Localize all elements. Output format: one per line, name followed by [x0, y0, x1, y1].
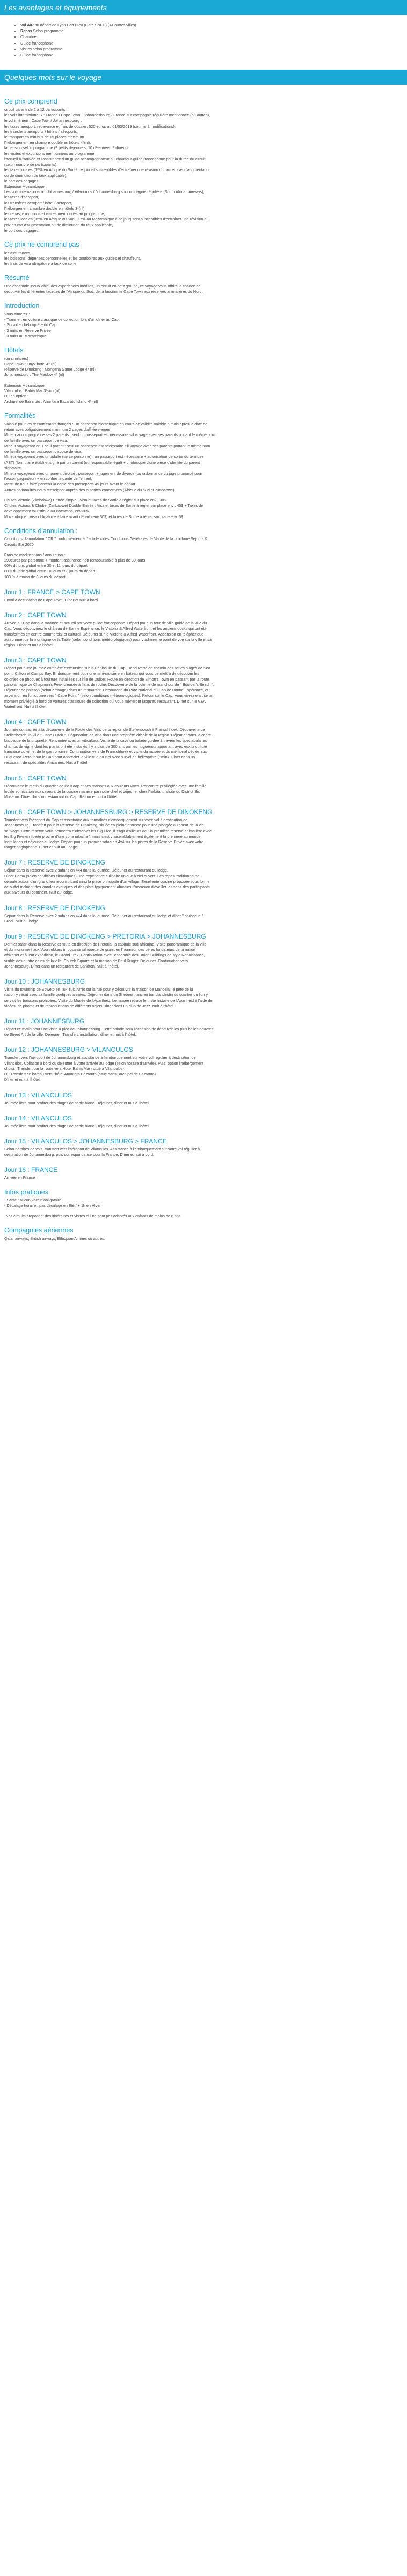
text-line: les assurances,	[4, 250, 31, 255]
text-line: l'hébergement en chambre double en hôtels 4*(nl),	[4, 140, 91, 145]
price-excludes-text	[4, 250, 403, 267]
text-line: française du vin et de la gastronomie. Continuation vers de Franschhoek et visite du musée et du mémorial dédiés aux	[4, 749, 207, 754]
text-line: aux saveurs du continent. Nuit au lodge.	[4, 890, 74, 895]
text-line: circuit garanti de 2 à 12 participants,	[4, 107, 67, 112]
text-line: transformés en centre commercial et culturel. Déjeuner sur le Victoria & Alfred Waterfront. Ascension en téléphérique	[4, 631, 204, 637]
text-line: de famille avec un passeport disposé de visa.	[4, 449, 83, 454]
text-line: les repas, excursions et visites mentionnés au programme,	[4, 211, 105, 217]
blank-line	[4, 1209, 403, 1214]
day-heading: Jour 10 : JOHANNESBURG	[4, 978, 85, 986]
text-line: 290euros par personne + montant assurance non remboursable à plus de 30 jours	[4, 558, 146, 563]
text-line: Dîner et nuit à l'hôtel.	[4, 1077, 41, 1082]
day-heading: Jour 4 : CAPE TOWN	[4, 718, 67, 726]
text-line: Les vols internationaux : Johannesburg / Vilanculos / Johannesburg sur compagnie régulière (South African Airways),	[4, 189, 205, 195]
text-line: Séjour dans la Réserve avec 2 safaris en 4x4 dans la journée. Déjeuner au restaurant du lodge et dîner " barbecue "	[4, 913, 204, 918]
text-line: Stellenbosch, la ville " Cape Dutch ". Dégustation de vins dans une propriété viticole de la région. Déjeuner dans le cadre	[4, 733, 212, 738]
day-heading: Jour 15 : VILANCULOS > JOHANNESBURG > FRANCE	[4, 1137, 167, 1145]
blank-line	[4, 548, 403, 552]
text-line: les frais de visa obligatoire à taux de sorte	[4, 261, 77, 267]
advantage-item-text: Guide francophone	[20, 53, 54, 58]
text-line: servait les boissons prohibées. Visite du Musée de l'Apartheid. Le musée retrace le triste histoire de l'Apartheid à l'aide de	[4, 998, 213, 1003]
text-line: et du monument aux Voortrekkers imposante silhouette de granit en l'honneur des pères fondateurs de la nation	[4, 947, 195, 953]
advantage-item	[20, 23, 407, 28]
text-line: Merci de nous faire parvenir la copie des passeports 45 jours avant le départ	[4, 482, 135, 487]
text-line: colonies de phoques à fourrure installées sur l'île de Duiker. Route en direction de Simon's Town en passant par la route	[4, 676, 209, 682]
text-line: de Street Art de la ville. Déjeuner. Transfert, installation, dîner et nuit à l'hôtel.	[4, 1032, 136, 1037]
day-heading: Jour 9 : RESERVE DE DINOKENG > PRETORIA > JOHANNESBURG	[4, 933, 206, 940]
day-description	[4, 666, 403, 710]
day-description	[4, 913, 403, 924]
day-description	[4, 1055, 403, 1082]
day-heading: Jour 14 : VILANCULOS	[4, 1114, 72, 1122]
day-heading: Jour 2 : CAPE TOWN	[4, 611, 67, 619]
text-line: Museum. Dîner dans un restaurant du Cap. Retour et nuit à l'hôtel.	[4, 794, 118, 799]
text-line: Mineur voyageant en 1 seul parent : seul un passeport est nécessaire s'il voyage avec ses parents portant le même nom	[4, 443, 210, 448]
cancellation-text	[4, 536, 403, 580]
text-line: Circuits Eté 2020	[4, 542, 34, 547]
text-line: - Décalage horaire : pas décalage en Eté / + 1h en Hiver	[4, 1203, 101, 1208]
text-line: les taxes d'aéroport,	[4, 195, 39, 200]
advantage-item	[20, 53, 407, 58]
text-line: Découverte le matin du quartier de Bo Kaap et ses maisons aux couleurs vives. Rencontre privilégiée avec une famille	[4, 783, 207, 788]
text-line: Johannesburg. Transfert pour la Réserve de Dinokeng, située en pleine brousse pour une plongée au coeur de la vie	[4, 823, 204, 828]
text-line: Cape Town : Onyx hotel 4* (nl)	[4, 361, 57, 366]
text-line: les transferts aéroports / hôtels / aéroports,	[4, 129, 78, 134]
day-heading: Jour 5 : CAPE TOWN	[4, 774, 67, 782]
text-line: signataire.	[4, 465, 23, 470]
text-line: le port des bagages.	[4, 227, 40, 233]
summary-heading: Résumé	[4, 274, 30, 282]
text-line: 100 % à moins de 3 jours du départ	[4, 574, 66, 579]
text-line: Une escapade inoubliable, des expériences inédites, un circuit en petit groupe, ce voyage vous offrira la chance de	[4, 283, 201, 289]
advantage-item-text: au départ de Lyon Part Dieu (Gare SNCF) (+4 autres villes)	[33, 23, 136, 27]
text-line: l'accueil à l'arrivée et l'assistance d'un guide accompagnateur ou chauffeur-guide francophone pour la durée du circuit	[4, 156, 206, 161]
text-line: vidéos, de photos et de reproductions de différents objets Dîner dans un club de Jazz. Nuit à l'hôtel.	[4, 1003, 175, 1008]
day-heading: Jour 16 : FRANCE	[4, 1166, 58, 1174]
text-line: Extension Mozambique	[4, 382, 45, 388]
text-line: la pension selon programme (9 petits déjeuners, 10 déjeuners, 9 dîners),	[4, 145, 129, 151]
text-line: Waterfront. Nuit à l'hôtel.	[4, 704, 47, 709]
advantage-item	[20, 34, 407, 40]
day-description	[4, 942, 403, 969]
day-description	[4, 868, 403, 895]
formalities-text	[4, 422, 403, 520]
day-description	[4, 621, 403, 648]
text-line: Déjeuner de poisson (selon arrivage) dans un restaurant. Découverte du Parc National du Cap de Bonne Espérance, et	[4, 688, 208, 693]
text-line: Ou Transfert en bateau vers l'hôtel Anantara Bazaruto (situé dans l'archipel de Bazaruto)	[4, 1072, 156, 1077]
text-line: les taxes aéroport, redevance et frais de dossier: 520 euros au 01/03/2019 (soumis à modifications),	[4, 123, 176, 129]
introduction-text	[4, 312, 403, 339]
text-line: visible des quatre coins de la ville, Church Square et la maison de Paul Kruger. Déjeuner. Continuation vers	[4, 958, 188, 963]
text-line: Valable pour les ressortissants français : Un passeport biométrique en cours de validité valable 6 mois après la date de	[4, 422, 208, 427]
text-line: l'accompagnateur) + en confier la garde de l'enfant.	[4, 476, 92, 482]
day-heading: Jour 6 : CAPE TOWN > JOHANNESBURG > RESERVE DE DINOKENG	[4, 808, 213, 816]
price-includes-heading: Ce prix comprend	[4, 98, 57, 106]
text-line: les transferts aéroport / hôtel / aéroport,	[4, 200, 72, 205]
trip-words-title: Quelques mots sur le voyage	[4, 73, 102, 82]
text-line: Qatar airways, British airways, Ethiopian Airlines ou autres.	[4, 1236, 105, 1241]
practical-info-heading: Infos pratiques	[4, 1188, 48, 1196]
text-line: Ou en option :	[4, 393, 29, 398]
text-line: Mineur accompagné de ses 2 parents : seul un passeport est nécessaire s'il voyage avec ses parents portant le même nom	[4, 432, 215, 438]
text-line: - Survol en hélicoptère du Cap	[4, 322, 57, 328]
text-line: Frais de modifications / annulation :	[4, 552, 66, 557]
text-line: de buffet incluant des viandes exotiques et des plats typiquement africains. l'occasion d'éveiller les sens des participants	[4, 884, 210, 890]
airlines-heading: Compagnies aériennes	[4, 1226, 74, 1234]
text-line: Arrivée au Cap dans la matinée et accueil par votre guide francophone. Départ pour un tour de ville guidé de la ville du	[4, 621, 207, 626]
text-line: - 3 nuits en Réserve Privée	[4, 328, 51, 333]
text-line: Vilanculos : Bahia Mar 3*sup (nl)	[4, 388, 61, 393]
text-line: Visite du township de Soweto en Tuk Tuk. Arrêt sur la rue pour y découvrir la maison de Mandela, le père de la	[4, 987, 193, 992]
text-line: le vol intérieur : Cape Town/ Johannesbourg ,	[4, 118, 82, 123]
text-line: Conditions d'annulation " CR " conformément à l' article 4 des Conditions Générales de Vente de la brochure Séjours &	[4, 536, 208, 542]
advantage-item-bold: Repas	[20, 28, 32, 34]
text-line: les boissons, dépenses personnelles et les pourboires aux guides et chauffeurs.	[4, 255, 141, 261]
text-line: Braai. Nuit au lodge.	[4, 918, 40, 924]
text-line: ascension en funiculaire vers " Cape Point " (selon conditions météorologiques). Retour sur le Cap. Vous vivrez ensuite un	[4, 693, 214, 698]
text-line: Transfert vers l'aéroport de Johannesburg et assistance à l'embarquement sur votre vol régulier à destination de	[4, 1055, 196, 1060]
text-line: - Santé : aucun vaccin obligatoire	[4, 1198, 62, 1203]
day-heading: Jour 12 : JOHANNESBURG > VILANCULOS	[4, 1046, 133, 1054]
text-line: champs de vigne dont les plants ont été installés il y a plus de 300 ans par les huguenots apportant avec eux la culture	[4, 743, 207, 749]
text-line: les visites et excursions mentionnées au programme,	[4, 151, 96, 156]
introduction-heading: Introduction	[4, 302, 40, 310]
text-line: ou de diminution du taux applicable),	[4, 173, 68, 178]
day-description	[4, 597, 403, 603]
text-line: Archipel de Bazaruto : Anantara Bazaruto Island 4* (nl)	[4, 399, 98, 404]
advantages-title: Les avantages et équipements	[4, 3, 107, 12]
text-line: de famille avec un passeport de visa.	[4, 438, 68, 443]
text-line: afrikaner et à leur expédition, le Grand Trek. Continuation avec l'ensemble des Union Buildings de style Renaissance,	[4, 953, 205, 958]
day-description	[4, 727, 403, 766]
day-description	[4, 1175, 403, 1180]
text-line: Johannesburg. Dîner dans un restaurant de Sandton. Nuit à l'hôtel.	[4, 963, 119, 969]
text-line: 60% du prix global entre 30 et 11 jours du départ	[4, 563, 88, 569]
text-line: Mineur voyageant avec un parent divorcé : passeport + jugement de divorce (ou ordonnance du juge prononcé pour	[4, 471, 202, 476]
text-line: Cap. Vous découvrirez le château de Bonne Espérance, le Victoria & Alfred Waterfront et les anciens docks qui ont été	[4, 626, 207, 631]
advantage-item-text: Visites selon programme	[20, 46, 63, 51]
text-line: (ou similaires)	[4, 356, 28, 361]
advantage-item	[20, 28, 407, 34]
text-line: - 3 nuits au Mozambique	[4, 333, 47, 338]
day-heading: Jour 3 : CAPE TOWN	[4, 656, 67, 665]
text-line: ranger anglophone. Dîner et nuit au Lodge.	[4, 845, 78, 850]
text-line: Séjour dans la Réserve avec 2 safaris en 4x4 dans la journée. Déjeuner au restaurant du lodge.	[4, 868, 168, 873]
text-line: Dernier safari dans la Réserve et route en direction de Pretoria, la capitale sud-africaine. Visite panoramique de la ville	[4, 942, 207, 947]
advantages-banner	[0, 0, 407, 15]
text-line: bucolique de la propriété. Rencontre avec un viticulteur. Visite de la cave ou balade guidée à travers les spectaculaires	[4, 738, 207, 743]
price-excludes-heading: Ce prix ne comprend pas	[4, 240, 79, 248]
cancellation-heading: Conditions d'annulation :	[4, 527, 78, 535]
text-line: les taxes locales (15% en Afrique du Sud à ce jour et susceptibles d'entraîner une révision du prix en cas d'augmentation	[4, 167, 211, 173]
advantage-item	[20, 47, 407, 52]
text-line: découvrir les différentes facettes de l'Afrique du Sud, de la fascinante Cape Town aux réserves animalières du Nord.	[4, 289, 203, 294]
text-line: (selon nombre de participants),	[4, 162, 58, 167]
day-heading: Jour 7 : RESERVE DE DINOKENG	[4, 859, 105, 867]
text-line: Mozambique : Visa obligatoire à faire avant départ (env 30$) et taxes de Sortie à régler sur place env. 6$	[4, 514, 183, 519]
text-line: développement touristique au Botswana, env.30$	[4, 508, 89, 514]
text-line: Transfert vers l'aéroport du Cap et assistance aux formalités d'embarquement sur votre vol à destination de	[4, 817, 188, 823]
day-description	[4, 1147, 403, 1157]
trip-description	[0, 85, 407, 1263]
text-line: Huguenot. Retour sur le Cap pour apprécier la ville vue du ciel avec survol en hélicoptère (8min). Dîner dans un	[4, 755, 195, 760]
day-description	[4, 1124, 403, 1129]
advantage-item-text: Guide francophone	[20, 40, 54, 46]
practical-info-text	[4, 1198, 403, 1219]
text-line: Johannesburg : The Maslow 4* (nl)	[4, 372, 64, 378]
text-line: région. Dîner et nuit à l'hôtel.	[4, 643, 54, 647]
text-line: restaurant de spécialités Africaines. Nuit à l'hôtel.	[4, 760, 89, 765]
day-heading: Jour 11 : JOHANNESBURG	[4, 1017, 85, 1025]
text-line: Autres nationalités nous renseigner auprès des autorités concernées (Afrique du Sud et Zimbabwe)	[4, 487, 175, 492]
text-line: les vols internationaux : France / Cape Town - Johannesbourg / France sur compagnie régulière mentionnée (ou autres),	[4, 113, 210, 118]
trip-words-banner	[0, 70, 407, 85]
text-line: le port des bagages.	[4, 178, 40, 183]
text-line: Mineur voyageant avec un adulte (tierce personne) : un passeport est nécessaire + autorisation de sortie du territoire	[4, 454, 204, 460]
text-line: -Nos circuits proposant des itinéraires et visites qui ne sont pas adaptés aux enfants de moins de 6 ans	[4, 1213, 181, 1219]
text-line: Selon horaires de vols, transfert vers l'aéroport de Vilanculos. Assistance à l'embarquement sur votre vol régulier à	[4, 1146, 200, 1152]
text-line: Arrivée en France	[4, 1175, 35, 1180]
itinerary-days	[4, 588, 403, 1181]
advantages-list	[0, 23, 407, 58]
text-line: Journée consacrée à la découverte de la Route des Vins de la région de Stellenbosch à Franschhoek. Découverte de	[4, 727, 205, 732]
text-line: Vous aimerez :	[4, 311, 30, 316]
text-line: Vilanculos. Collation à bord ou déjeuner à votre arrivée au lodge (selon horaire d'arrivée). Puis, option l'hébergement	[4, 1060, 204, 1066]
text-line: l'hébergement chambre double en hôtels 3*(nl),	[4, 205, 86, 211]
text-line: locale et initiation aux saveurs de la cuisine malaise par notre chef et déjeuner chez l'habitant. Visite du District Six	[4, 788, 200, 794]
text-line: sauvage. Cette réserve vous permettra d'observer les Big Five. Il s'agit d'ailleurs de " la première réserve animalière avec	[4, 828, 212, 833]
day-description	[4, 817, 403, 850]
text-line: déroule autour d'un grand feu reconstituant ainsi la place principale d'un village. Excellente cuisine proposée sous forme	[4, 879, 210, 884]
blank-line	[4, 378, 403, 383]
advantage-item	[20, 41, 407, 46]
hotels-heading: Hôtels	[4, 346, 24, 355]
text-line: destination de Johannesburg, puis correspondance pour la France. Dîner et nuit à bord.	[4, 1152, 154, 1157]
text-line: Départ pour une journée complète d'excursion sur la Péninsule du Cap. Découverte en chemin des belles plages de Sea	[4, 666, 210, 671]
text-line: Réserve de Dinokeng : Mongena Game Lodge 4* (nl)	[4, 367, 96, 372]
text-line: les Big Five en liberté proche d'une zone urbaine ", mais c'est vraisemblablement également la première au monde.	[4, 833, 202, 839]
text-line: Envol à destination de Cape Town. Dîner et nuit à bord.	[4, 597, 99, 602]
advantage-item-text: Selon programme	[32, 28, 64, 34]
day-heading: Jour 1 : FRANCE > CAPE TOWN	[4, 588, 100, 596]
text-line: au sommet de la montagne de la Table (selon conditions météorologiques) pour y admirer le point de vue sur la ville et sa	[4, 637, 212, 642]
text-line: retour avec obligatoirement minimum 2 pages d'affilée vierges.	[4, 427, 112, 432]
text-line: panoramique de Chapman's Peak creusée à flanc de roche. Découverte de la colonie de manchots de " Boulder's Beach ".	[4, 682, 214, 687]
advantage-item-text: Chambre	[20, 34, 37, 40]
text-line: Journée libre pour profiter des plages de sable blanc. Déjeuner, dîner et nuit à l'hôtel.	[4, 1100, 150, 1105]
price-includes-text	[4, 107, 403, 233]
day-description	[4, 987, 403, 1009]
text-line: prix en cas d'augmentation ou de diminution du taux applicable,	[4, 222, 113, 227]
text-line: Chutes Victoria & Chobe (Zimbabwe) Double Entrée : Visa et taxes de Sortie à régler sur place env . 45$ + Taxes de	[4, 503, 204, 508]
text-line: moment privilégié à bord de voitures classiques de collection qui vous mèneront jusqu'au restaurant. Dîner sur le V&A	[4, 698, 206, 704]
text-line: Dîner Boma (selon conditions climatiques) Une expérience culinaire unique à ciel ouvert. Ces repas traditionnel se	[4, 873, 200, 879]
text-line: Extension Mozambique :	[4, 184, 47, 189]
text-line: (AST) (formulaire établi et signé par un parent (ou responsable légal) + photocopie d'une pièce d'identité du parent	[4, 460, 200, 465]
text-line: - Transfert en voiture classique de collection lors d'un dîner au Cap	[4, 317, 119, 322]
formalities-heading: Formalités	[4, 412, 36, 420]
text-line: Chutes Victoria (Zimbabwe) Entrée simple : Visa et taxes de Sortie à régler sur place env . 30$	[4, 497, 166, 503]
day-heading: Jour 13 : VILANCULOS	[4, 1091, 72, 1099]
airlines-text	[4, 1236, 403, 1242]
text-line: Départ ce matin pour une visite à pied de Johannesburg. Cette balade sera l'occasion de découvrir les plus belles oeuvres	[4, 1026, 213, 1031]
text-line: nation y vécut avec sa famille quelques années. Déjeuner dans un Shebeen, ancien bar clandestin du quartier où l'on y	[4, 992, 208, 998]
day-description	[4, 1027, 403, 1037]
hotels-text	[4, 356, 403, 405]
text-line: Installation et déjeuner au lodge. Départ pour un premier safari en 4x4 sur les pistes de la Réserve Privée avec votre	[4, 839, 204, 845]
text-line: le transport en minibus de 15 places maximum	[4, 135, 84, 140]
summary-text	[4, 284, 403, 294]
text-line: 80% du prix global entre 10 jours et 3 jours du départ	[4, 569, 96, 574]
day-heading: Jour 8 : RESERVE DE DINOKENG	[4, 904, 105, 912]
text-line: Journée libre pour profiter des plages de sable blanc. Déjeuner, dîner et nuit à l'hôtel.	[4, 1123, 150, 1128]
advantage-item-bold: Vol A/R	[20, 23, 34, 27]
day-description	[4, 1101, 403, 1106]
day-description	[4, 784, 403, 800]
text-line: point, Clifton et Camps Bay. Embarquement pour une mini-croisière en bateau qui vous permettra de découvrir les	[4, 671, 200, 676]
blank-line	[4, 493, 403, 498]
text-line: choisi : Transfert par la route vers Hotel Bahia Mar (situé à Vilanculos)	[4, 1066, 124, 1071]
text-line: les taxes locales (15% en Afrique du Sud - 17% au Mozambique à ce jour) sont susceptibles d'entraîner une révision du	[4, 217, 209, 222]
